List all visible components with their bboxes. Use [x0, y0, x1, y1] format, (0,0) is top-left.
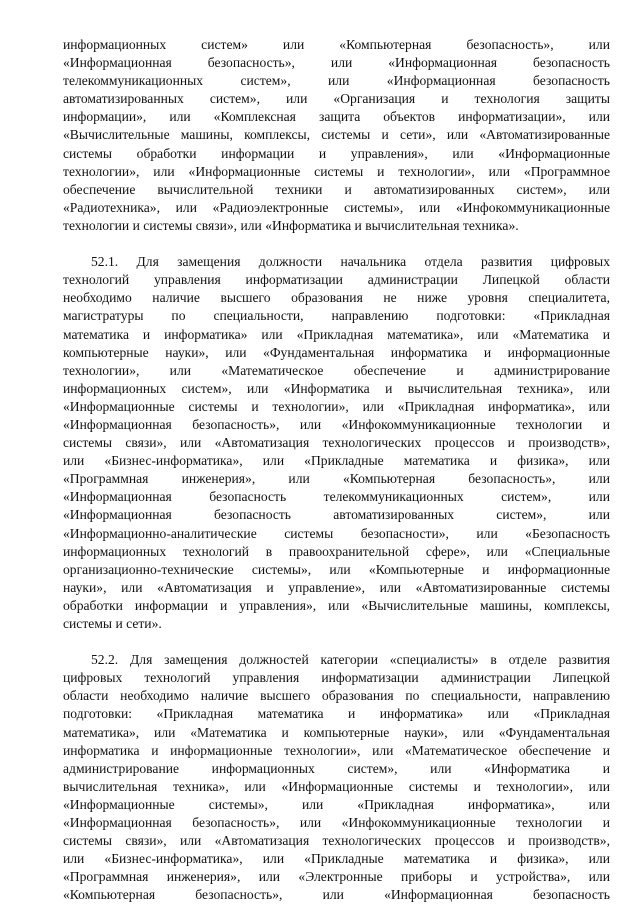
- text-line: математика и информатика» или «Прикладная математика», или «Математика и: [63, 326, 610, 342]
- text-line: информационных технологий в правоохранительной сфере», или «Специальные: [63, 543, 610, 559]
- text-line: магистратуры по специальности, направлению подготовки: «Прикладная: [63, 308, 610, 324]
- text-line: «Информационные системы и технологии», или «Прикладная информатика», или: [63, 398, 610, 414]
- text-line: 52.1. Для замещения должности начальника отдела развития цифровых: [91, 254, 610, 270]
- text-line: технологий управления информатизации администрации Липецкой области: [63, 272, 610, 288]
- text-line: технологии», или «Информационные системы и технологии», или «Программное: [63, 163, 610, 179]
- text-line: или «Бизнес-информатика», или «Прикладные математика и физика», или: [63, 453, 610, 469]
- text-line: технологии», или «Математическое обеспечение и администрирование: [63, 362, 610, 378]
- paragraph-gap: [63, 633, 610, 651]
- text-line: администрирование информационных систем», или «Информатика и: [63, 760, 610, 776]
- text-line: информации», или «Комплексная защита объектов информатизации», или: [63, 109, 610, 125]
- text-line: 52.2. Для замещения должностей категории «специалисты» в отделе развития: [91, 652, 610, 668]
- text-line: «Радиотехника», или «Радиоэлектронные системы», или «Инфокоммуникационные: [63, 199, 610, 215]
- text-line: или «Бизнес-информатика», или «Прикладные математика и физика», или: [63, 851, 610, 867]
- text-line: обработки информации и управления», или «Вычислительные машины, комплексы,: [63, 597, 610, 613]
- text-line: системы обработки информации и управления», или «Информационные: [63, 145, 610, 161]
- text-line: «Вычислительные машины, комплексы, системы и сети», или «Автоматизированные: [63, 127, 610, 143]
- text-line: информационных систем», или «Информатика и вычислительная техника», или: [63, 380, 610, 396]
- text-line: «Информационная безопасность телекоммуникационных систем», или: [63, 489, 610, 505]
- text-line: «Информационные системы», или «Прикладная информатика», или: [63, 796, 610, 812]
- document-page: [63, 36, 610, 905]
- text-line: технологии и системы связи», или «Информатика и вычислительная техника».: [63, 217, 519, 233]
- text-line: автоматизированных систем», или «Организация и технология защиты: [63, 91, 610, 107]
- text-line: «Информационная безопасность», или «Информационная безопасность: [63, 55, 610, 71]
- paragraph-continuation: [63, 36, 610, 235]
- text-line: обеспечение вычислительной техники и автоматизированных систем», или: [63, 181, 610, 197]
- text-line: информационных систем» или «Компьютерная безопасность», или: [63, 37, 610, 52]
- paragraph-52-2: [63, 651, 610, 904]
- text-line: «Информационно-аналитические системы безопасности», или «Безопасность: [63, 525, 610, 541]
- text-line: науки», или «Автоматизация и управление», или «Автоматизированные системы: [63, 579, 610, 595]
- text-line: системы и сети».: [63, 616, 162, 631]
- paragraph-52-1: [63, 253, 610, 633]
- text-line: системы связи», или «Автоматизация технологических процессов и производств»,: [63, 833, 610, 849]
- text-line: «Информационная безопасность», или «Инфокоммуникационные технологии и: [63, 815, 610, 831]
- text-line: «Компьютерная безопасность», или «Информационная безопасность: [63, 887, 610, 903]
- text-line: телекоммуникационных систем», или «Информационная безопасность: [63, 73, 610, 89]
- text-line: «Программная инженерия», или «Компьютерная безопасность», или: [63, 471, 610, 487]
- text-line: «Информационная безопасность автоматизированных систем», или: [63, 507, 610, 523]
- text-line: подготовки: «Прикладная математика и информатика» или «Прикладная: [63, 706, 610, 722]
- text-line: системы связи», или «Автоматизация технологических процессов и производств»,: [63, 435, 610, 451]
- text-line: математика», или «Математика и компьютерные науки», или «Фундаментальная: [63, 724, 610, 740]
- text-line: цифровых технологий управления информатизации администрации Липецкой: [63, 670, 610, 686]
- paragraph-gap: [63, 235, 610, 253]
- text-line: «Информационная безопасность», или «Инфокоммуникационные технологии и: [63, 416, 610, 432]
- text-line: информатика и информационные технологии», или «Математическое обеспечение и: [63, 742, 610, 758]
- text-line: «Программная инженерия», или «Электронные приборы и устройства», или: [63, 869, 610, 885]
- text-line: необходимо наличие высшего образования не ниже уровня специалитета,: [63, 290, 610, 306]
- text-line: вычислительная техника», или «Информационные системы и технологии», или: [63, 778, 610, 794]
- text-line: организационно-технические системы», или «Компьютерные и информационные: [63, 561, 610, 577]
- text-line: компьютерные науки», или «Фундаментальная информатика и информационные: [63, 344, 610, 360]
- text-line: области необходимо наличие высшего образования по специальности, направлению: [63, 688, 610, 704]
